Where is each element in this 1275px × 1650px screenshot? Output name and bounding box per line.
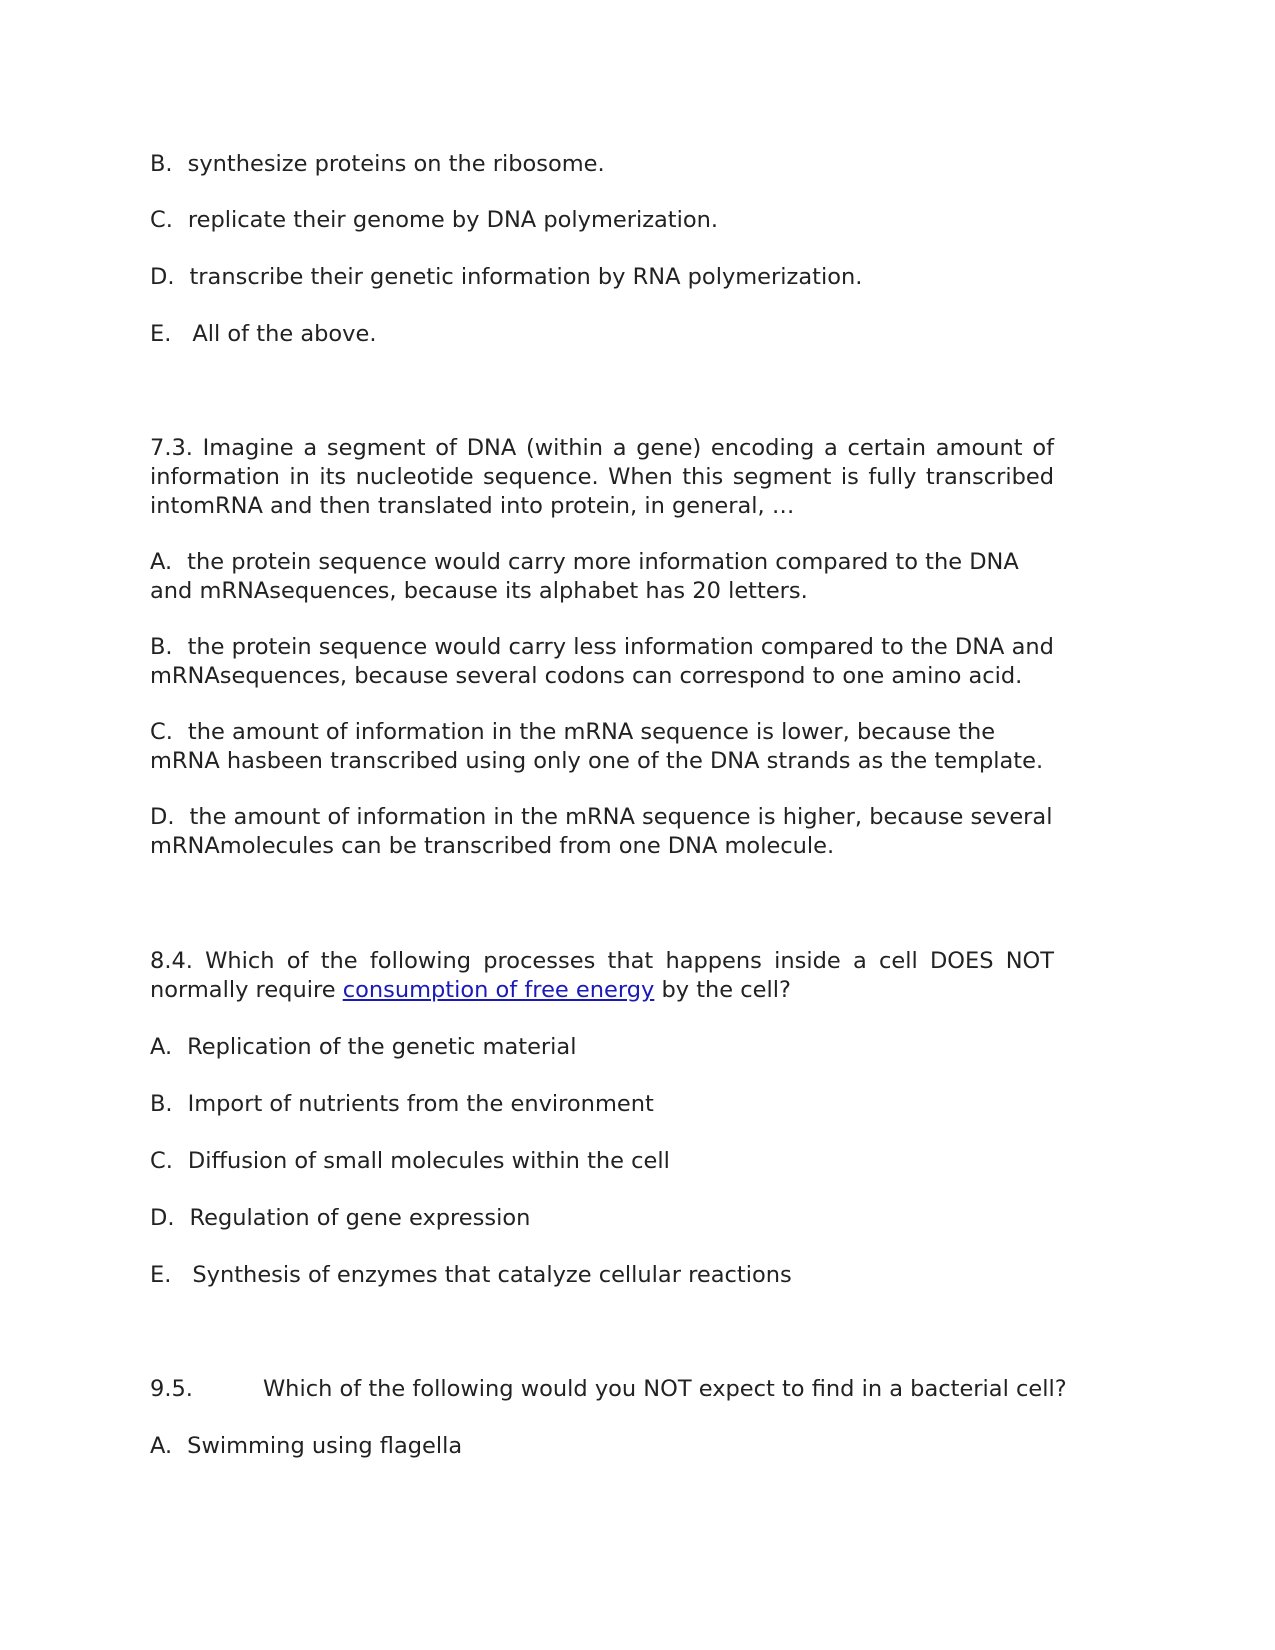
- option-text: the amount of information in the mRNA sequence is lower, because the mRNA hasbeen transcribed using only one of the DNA strands as the template.: [150, 719, 1044, 774]
- question-text: Which of the following would you NOT expect to find in a bacterial cell?: [262, 1376, 1067, 1402]
- option-letter: A.: [150, 549, 173, 575]
- option-text: synthesize proteins on the ribosome.: [187, 151, 605, 177]
- q6-option-e: [150, 320, 376, 349]
- option-text: Regulation of gene expression: [189, 1205, 531, 1231]
- option-letter: C.: [150, 1148, 173, 1174]
- q8-stem: [150, 947, 1054, 1005]
- option-text: Replication of the genetic material: [187, 1034, 577, 1060]
- q9-stem: [150, 1375, 1067, 1404]
- question-number: 8.4.: [150, 948, 193, 974]
- q6-option-b: [150, 150, 605, 179]
- option-letter: B.: [150, 1091, 173, 1117]
- question-number: 9.5.: [150, 1376, 193, 1402]
- q8-option-a: [150, 1033, 576, 1062]
- option-text: the amount of information in the mRNA sequence is higher, because several mRNAmolecules can be transcribed from one DNA molecule.: [150, 804, 1053, 859]
- option-letter: D.: [150, 1205, 175, 1231]
- q6-option-d: [150, 263, 862, 292]
- question-number: 7.3.: [150, 435, 193, 461]
- option-letter: B.: [150, 151, 173, 177]
- option-text: All of the above.: [192, 321, 377, 347]
- q7-option-c: [150, 718, 1054, 776]
- q8-option-e: [150, 1261, 792, 1290]
- option-text: the protein sequence would carry more information compared to the DNA and mRNAsequences, because its alphabet has 20 letters.: [150, 549, 1019, 604]
- question-text: Imagine a segment of DNA (within a gene) encoding a certain amount of information in its nucleotide sequence. When this segment is fully transcribed intomRNA and then translated into protein, in general, …: [150, 435, 1055, 519]
- option-letter: E.: [150, 321, 172, 347]
- question-text-end: by the cell?: [661, 977, 791, 1003]
- q7-option-b: [150, 633, 1054, 691]
- q8-option-c: [150, 1147, 670, 1176]
- option-letter: D.: [150, 264, 175, 290]
- option-text: replicate their genome by DNA polymerization.: [187, 207, 719, 233]
- option-letter: D.: [150, 804, 175, 830]
- option-letter: A.: [150, 1433, 173, 1459]
- q8-option-b: [150, 1090, 654, 1119]
- option-text: Swimming using flagella: [187, 1433, 463, 1459]
- option-letter: E.: [150, 1262, 172, 1288]
- q9-option-a: [150, 1432, 462, 1461]
- option-text: Import of nutrients from the environment: [187, 1091, 654, 1117]
- q7-option-a: [150, 548, 1054, 606]
- option-text: the protein sequence would carry less information compared to the DNA and mRNAsequences, because several codons can correspond to one amino acid.: [150, 634, 1054, 689]
- question-text: Which of the following processes that happens inside a cell DOES NOT normally require: [150, 948, 1054, 1003]
- option-letter: C.: [150, 719, 173, 745]
- option-text: Diffusion of small molecules within the cell: [187, 1148, 670, 1174]
- option-text: transcribe their genetic information by RNA polymerization.: [189, 264, 863, 290]
- q8-option-d: [150, 1204, 530, 1233]
- option-text: Synthesis of enzymes that catalyze cellular reactions: [192, 1262, 792, 1288]
- option-letter: C.: [150, 207, 173, 233]
- option-letter: B.: [150, 634, 173, 660]
- q6-option-c: [150, 206, 718, 235]
- option-letter: A.: [150, 1034, 173, 1060]
- q7-stem: [150, 434, 1054, 521]
- q7-option-d: [150, 803, 1054, 861]
- free-energy-link[interactable]: consumption of free energy: [342, 977, 655, 1003]
